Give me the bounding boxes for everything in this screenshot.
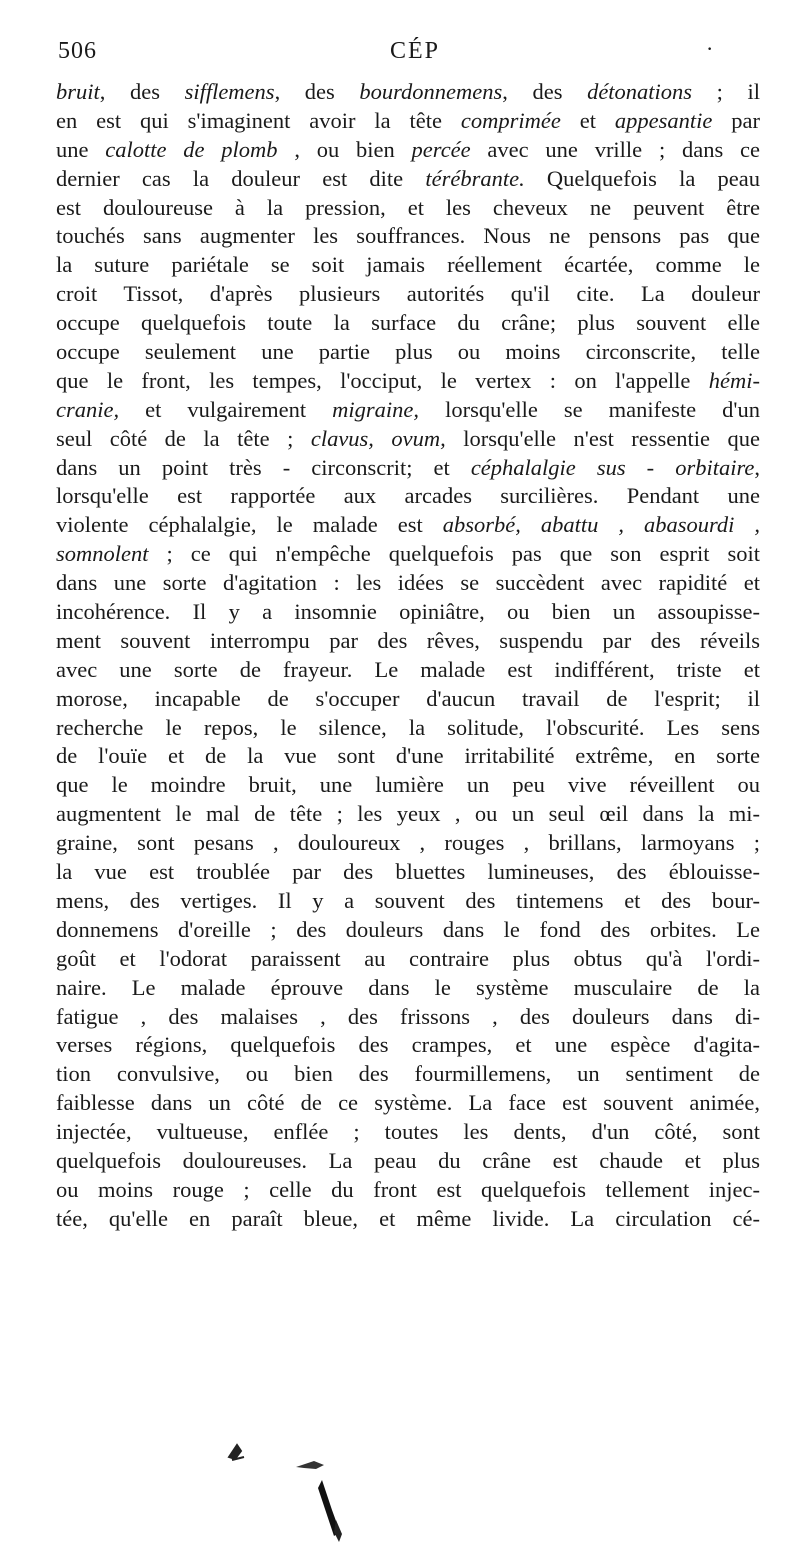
text-segment: dans un point très - circonscrit; et <box>56 454 471 480</box>
italic-term: sifflemens <box>184 79 275 104</box>
text-segment: en est qui s'imaginent avoir la tête <box>56 107 461 133</box>
text-line <box>56 714 760 743</box>
text-segment: par <box>712 107 760 133</box>
text-segment: est douloureuse à la pression, et les cheveux ne peuvent être <box>56 194 760 220</box>
text-line <box>56 685 760 714</box>
text-segment: avec une sorte de frayeur. Le malade est indifférent, triste et <box>56 656 760 682</box>
italic-term: calotte de plomb <box>105 136 278 162</box>
italic-term: bruit <box>56 79 100 104</box>
text-segment: que le moindre bruit, une lumière un peu vive réveillent ou <box>56 772 760 798</box>
text-segment: , <box>754 454 760 480</box>
text-segment: ; il <box>692 79 760 104</box>
text-line <box>56 165 760 194</box>
text-segment: augmentent le mal de tête ; les yeux , ou un seul œil dans la mi- <box>56 801 760 827</box>
italic-term: appesantie <box>614 107 713 133</box>
text-line <box>56 1003 760 1032</box>
text-segment: morose, incapable de s'occuper d'aucun travail de l'esprit; il <box>56 685 760 711</box>
text-segment: Quelquefois la peau <box>524 165 760 191</box>
text-segment: recherche le repos, le silence, la solitude, l'obscurité. Les sens <box>56 714 760 740</box>
text-line <box>56 309 760 338</box>
text-line <box>56 771 760 800</box>
text-line <box>56 656 760 685</box>
text-segment: faiblesse dans un côté de ce système. La face est souvent animée, <box>56 1090 760 1116</box>
text-line <box>56 511 760 540</box>
text-segment: avec une vrille ; dans ce <box>470 136 760 162</box>
text-line <box>56 800 760 829</box>
text-line <box>56 280 760 309</box>
text-segment: touchés sans augmenter les souffrances. Nous ne pensons pas que <box>56 223 760 249</box>
text-line <box>56 482 760 511</box>
text-segment: fatigue , des malaises , des frissons , des douleurs dans di- <box>56 1003 760 1029</box>
ink-stain <box>296 1461 324 1469</box>
italic-term: céphalalgie sus - orbitaire <box>470 454 755 480</box>
text-line <box>56 107 760 136</box>
italic-term: absorbé, abattu , abasourdi , <box>442 512 760 538</box>
text-segment: , des <box>99 79 185 104</box>
text-line <box>56 1089 760 1118</box>
text-line <box>56 1060 760 1089</box>
text-segment: , des <box>502 79 588 104</box>
text-segment: occupe quelquefois toute la surface du crâne; plus souvent elle <box>56 310 760 336</box>
text-line <box>56 569 760 598</box>
text-segment: lorsqu'elle est rapportée aux arcades surcilières. Pendant une <box>56 483 760 509</box>
text-line <box>56 454 760 483</box>
ink-stain <box>229 1445 244 1460</box>
page-number: 506 <box>58 38 97 64</box>
header-mark: · <box>706 36 714 61</box>
text-segment: la vue est troublée par des bluettes lumineuses, des éblouisse- <box>56 859 760 885</box>
text-segment: lorsqu'elle se manifeste d'un <box>419 396 760 422</box>
text-segment: dernier cas la douleur est dite <box>56 165 426 191</box>
text-line <box>56 540 760 569</box>
text-segment: ; ce qui n'empêche quelquefois pas que son esprit soit <box>148 541 760 567</box>
running-head: CÉP <box>390 38 441 64</box>
text-segment: violente céphalalgie, le malade est <box>56 512 443 538</box>
italic-term: clavus, ovum, <box>310 425 446 451</box>
italic-term: comprimée <box>460 107 561 133</box>
text-line <box>56 1118 760 1147</box>
text-segment: donnemens d'oreille ; des douleurs dans le fond des orbites. Le <box>56 916 760 942</box>
text-line <box>56 251 760 280</box>
text-line <box>56 742 760 771</box>
text-line <box>56 194 760 223</box>
text-line <box>56 887 760 916</box>
text-segment: incohérence. Il y a insomnie opiniâtre, ou bien un assoupisse- <box>56 599 760 625</box>
text-segment: injectée, vultueuse, enflée ; toutes les dents, d'un côté, sont <box>56 1119 760 1145</box>
text-segment: et vulgairement <box>119 396 333 422</box>
text-line <box>56 1176 760 1205</box>
text-segment: mens, des vertiges. Il y a souvent des tintemens et des bour- <box>56 887 760 913</box>
text-segment: une <box>56 136 106 162</box>
italic-term: somnolent <box>56 541 149 567</box>
text-line <box>56 367 760 396</box>
text-line <box>56 338 760 367</box>
text-segment: de l'ouïe et de la vue sont d'une irritabilité extrême, en sorte <box>56 743 760 769</box>
text-segment: verses régions, quelquefois des crampes, et une espèce d'agita- <box>56 1032 760 1058</box>
text-line <box>56 222 760 251</box>
italic-term: migraine, <box>332 396 420 422</box>
text-segment: seul côté de la tête ; <box>56 425 311 451</box>
text-segment: la suture pariétale se soit jamais réellement écartée, comme le <box>56 252 760 278</box>
italic-term: hémi- <box>708 367 760 393</box>
ink-stain <box>334 1520 342 1542</box>
italic-term: cranie, <box>56 396 120 422</box>
text-segment: lorsqu'elle n'est ressentie que <box>445 425 760 451</box>
text-segment: graine, sont pesans , douloureux , rouges , brillans, larmoyans ; <box>56 830 760 856</box>
text-line <box>56 974 760 1003</box>
text-segment: goût et l'odorat paraissent au contraire plus obtus qu'à l'ordi- <box>56 945 760 971</box>
text-segment: dans une sorte d'agitation : les idées se succèdent avec rapidité et <box>56 570 760 596</box>
text-line <box>56 78 760 107</box>
text-segment: ou moins rouge ; celle du front est quelquefois tellement injec- <box>56 1176 760 1202</box>
text-line <box>56 396 760 425</box>
text-line <box>56 598 760 627</box>
italic-term: percée <box>411 136 471 162</box>
text-segment: ment souvent interrompu par des rêves, suspendu par des réveils <box>56 627 760 653</box>
body-text <box>56 78 760 1234</box>
text-line <box>56 1147 760 1176</box>
text-segment: quelquefois douloureuses. La peau du crâne est chaude et plus <box>56 1147 760 1173</box>
text-segment: occupe seulement une partie plus ou moins circonscrite, telle <box>56 339 760 365</box>
text-line <box>56 916 760 945</box>
text-segment: et <box>560 107 615 133</box>
page-header <box>58 38 758 72</box>
text-line <box>56 858 760 887</box>
text-segment: croit Tissot, d'après plusieurs autorités qu'il cite. La douleur <box>56 281 760 307</box>
text-segment: que le front, les tempes, l'occiput, le vertex : on l'appelle <box>56 367 709 393</box>
italic-term: détonations <box>587 79 693 104</box>
ink-stain <box>318 1480 340 1536</box>
text-line <box>56 425 760 454</box>
text-segment: , ou bien <box>277 136 412 162</box>
italic-term: térébrante. <box>425 165 525 191</box>
text-segment: tion convulsive, ou bien des fourmillemens, un sentiment de <box>56 1061 760 1087</box>
text-segment: naire. Le malade éprouve dans le système musculaire de la <box>56 974 760 1000</box>
text-line <box>56 829 760 858</box>
text-line <box>56 945 760 974</box>
text-segment: tée, qu'elle en paraît bleue, et même livide. La circulation cé- <box>56 1205 760 1231</box>
text-segment: , des <box>274 79 360 104</box>
text-line <box>56 1031 760 1060</box>
text-line <box>56 136 760 165</box>
text-line <box>56 627 760 656</box>
text-line <box>56 1205 760 1234</box>
italic-term: bourdonnemens <box>359 79 503 104</box>
